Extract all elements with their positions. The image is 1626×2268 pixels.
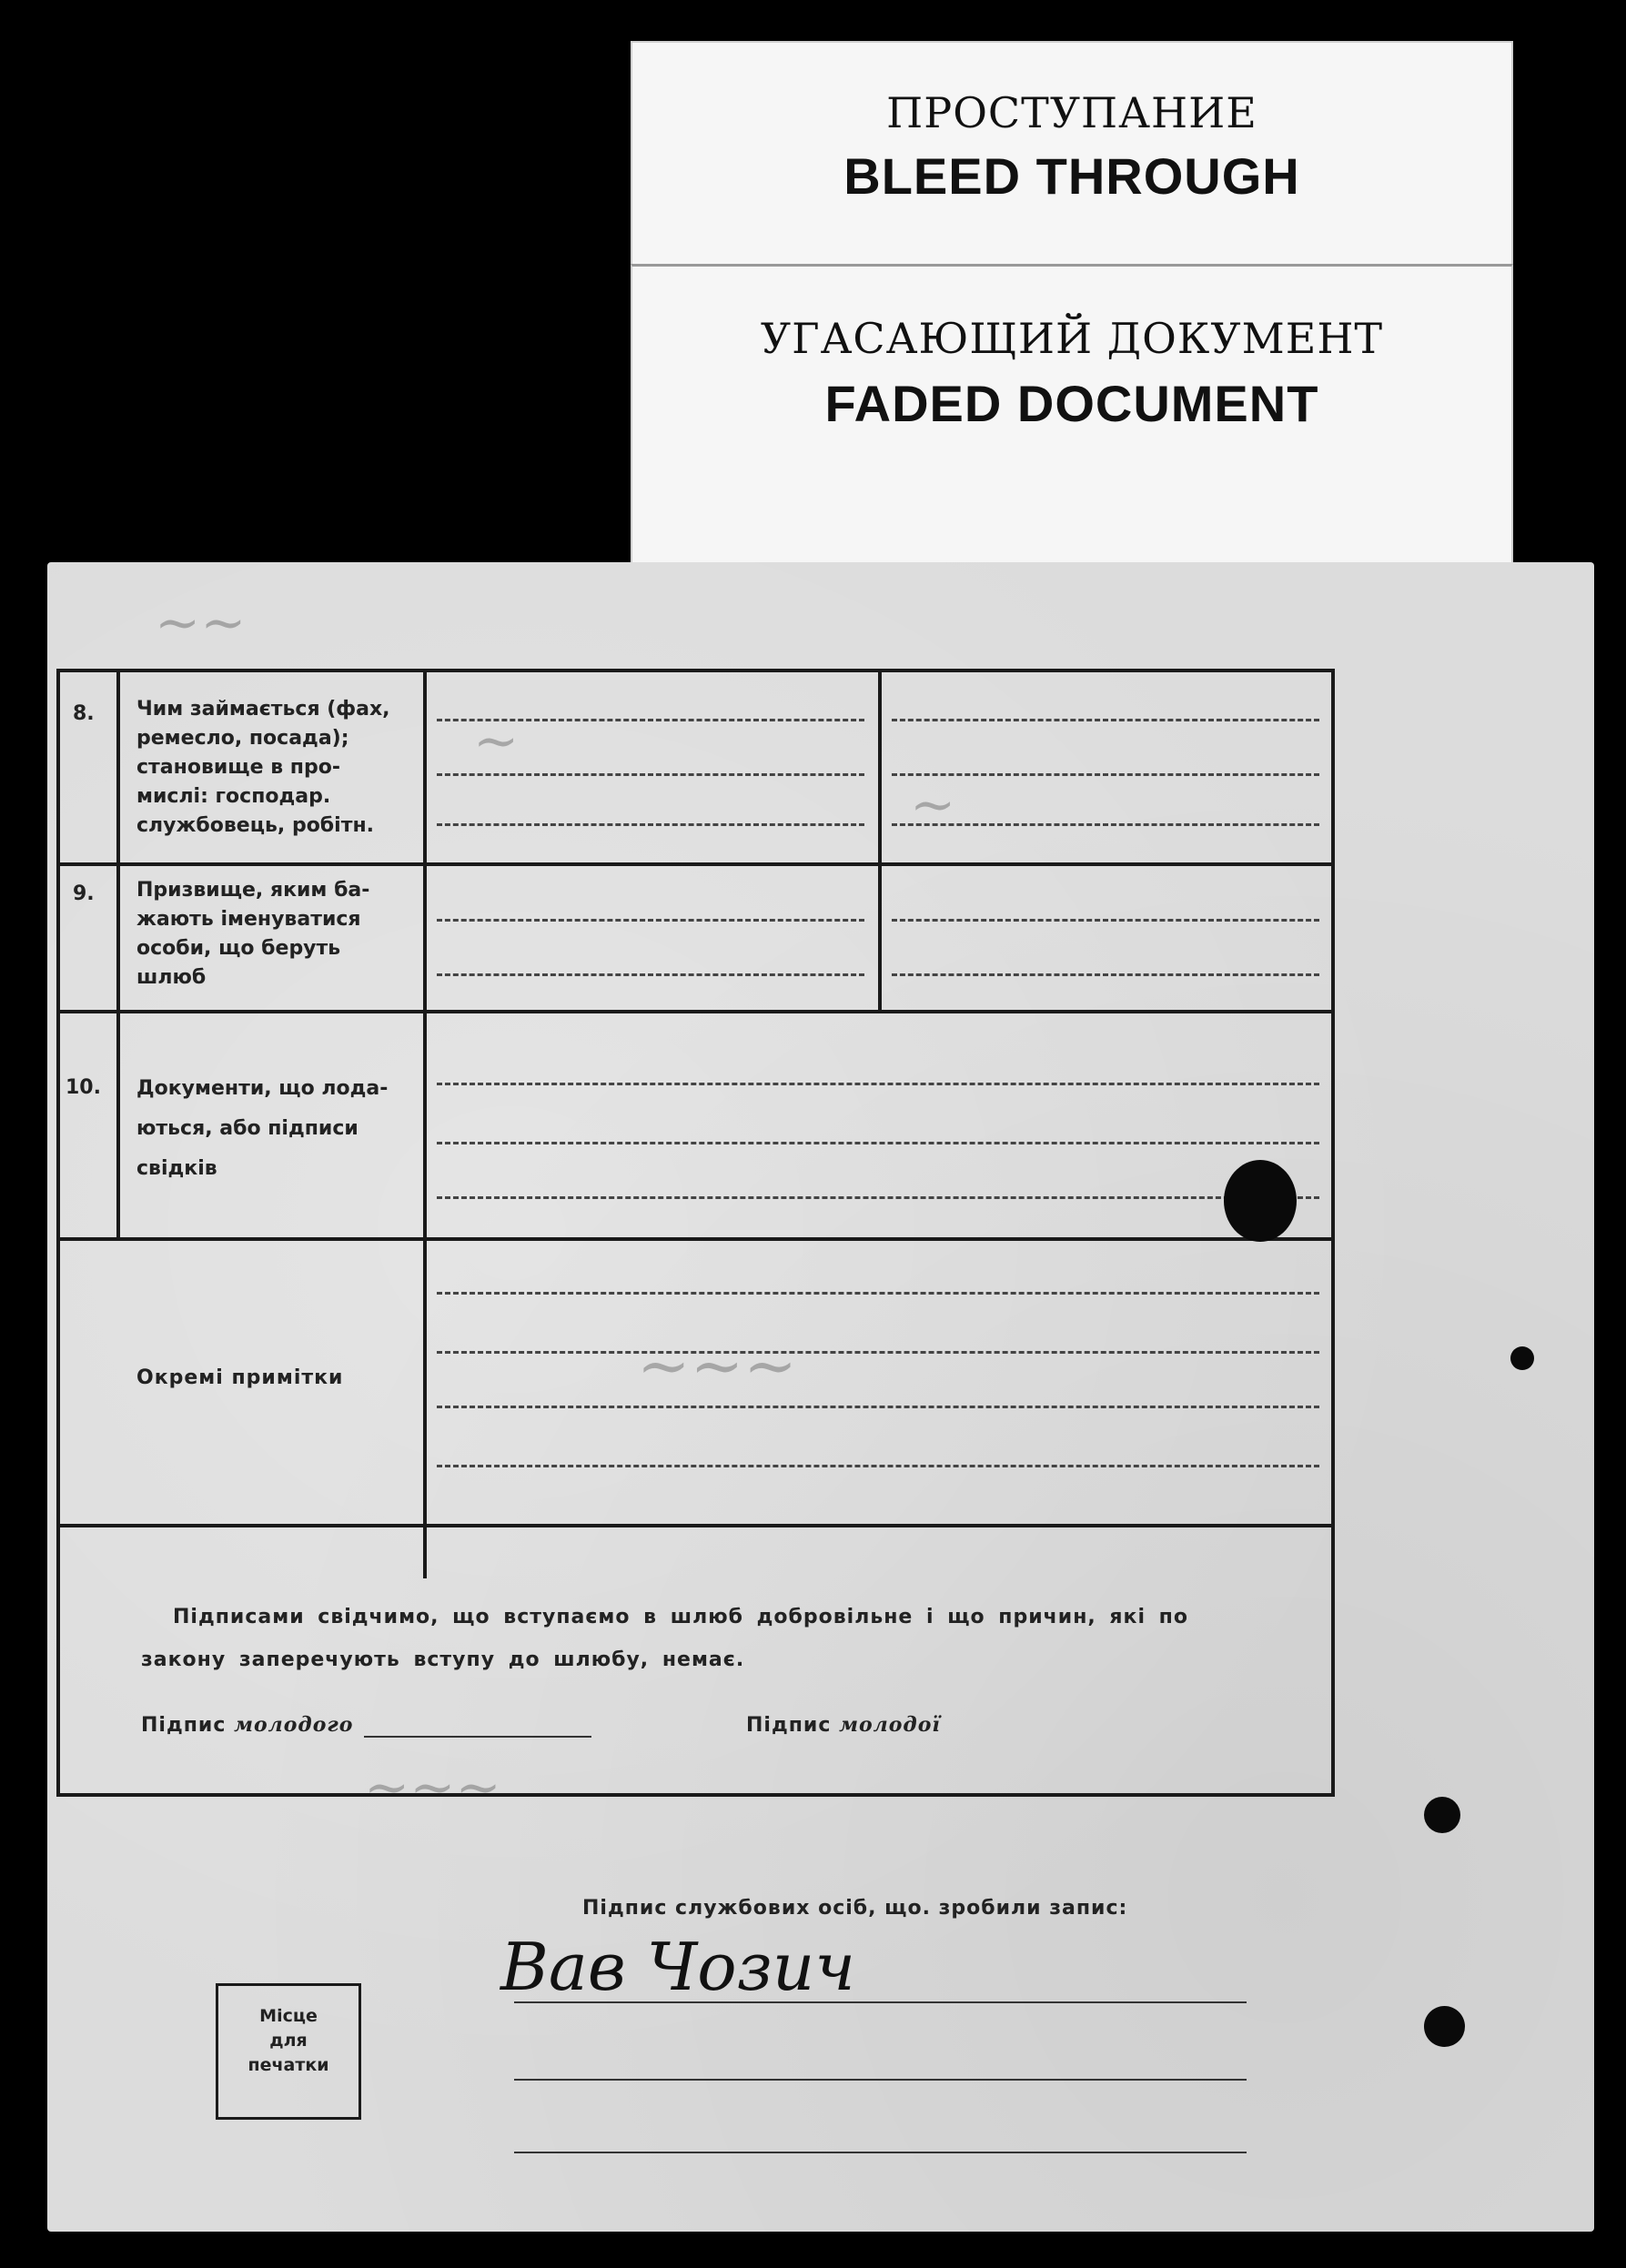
official-signature-line bbox=[514, 2079, 1247, 2081]
faded-document-en: FADED DOCUMENT bbox=[824, 375, 1319, 432]
groom-signature-prefix: Підпис bbox=[141, 1714, 227, 1737]
punch-hole bbox=[1510, 1346, 1534, 1370]
remarks-label: Окремі примітки bbox=[136, 1366, 344, 1389]
groom-signature-line bbox=[364, 1736, 591, 1738]
row-8-label-line: Чим займається (фах, bbox=[136, 698, 390, 721]
entry-line bbox=[892, 919, 1319, 922]
row-9-label-line: Призвище, яким ба- bbox=[136, 879, 370, 902]
bride-signature-italic: молодої bbox=[839, 1713, 941, 1737]
bride-signature-prefix: Підпис bbox=[746, 1714, 832, 1737]
row-9-label bbox=[136, 876, 409, 993]
entry-line bbox=[892, 719, 1319, 721]
entry-line bbox=[437, 773, 864, 776]
official-handwritten-signature: Вав Чозич bbox=[500, 1929, 856, 2005]
bride-signature-label bbox=[746, 1713, 941, 1737]
bleed-through-en: BLEED THROUGH bbox=[843, 147, 1300, 205]
row-9-label-line: особи, що беруть bbox=[136, 937, 341, 960]
groom-signature-label bbox=[141, 1713, 353, 1737]
entry-line bbox=[437, 719, 864, 721]
row-divider bbox=[56, 1237, 1335, 1241]
officials-signature-label: Підпис службових осіб, що. зробили запис: bbox=[582, 1897, 1128, 1920]
entry-line bbox=[437, 1351, 1319, 1354]
entry-line bbox=[437, 1142, 1319, 1144]
entry-line bbox=[437, 1196, 1319, 1199]
official-signature-line bbox=[514, 2152, 1247, 2153]
label-column-divider bbox=[423, 669, 427, 1578]
faded-document-ru: УГАСАЮЩИЙ ДОКУМЕНТ bbox=[760, 314, 1384, 363]
row-10-label-line: ються, або підписи bbox=[136, 1117, 359, 1140]
row-10-label bbox=[136, 1069, 409, 1189]
ink-blot bbox=[1224, 1160, 1297, 1242]
row-divider bbox=[56, 1524, 1335, 1527]
faded-handwriting: ~~~ bbox=[364, 1756, 501, 1819]
row-8-label-line: ремесло, посада); bbox=[136, 727, 349, 750]
entry-line bbox=[892, 823, 1319, 826]
row-10-number: 10. bbox=[66, 1076, 101, 1099]
row-10-label-line: свідків bbox=[136, 1157, 217, 1180]
ink-blot bbox=[1424, 2006, 1465, 2047]
faded-document-banner bbox=[631, 264, 1513, 564]
row-divider bbox=[56, 862, 1335, 866]
faded-handwriting: ~ bbox=[473, 710, 520, 773]
entry-line bbox=[437, 1083, 1319, 1085]
row-8-number: 8. bbox=[73, 702, 95, 725]
groom-signature-italic: молодого bbox=[234, 1713, 354, 1737]
stamp-place-line: Місце bbox=[259, 2006, 318, 2026]
declaration-line-2: закону заперечують вступу до шлюбу, немає. bbox=[141, 1648, 745, 1671]
row-8-label-line: службовець, робітн. bbox=[136, 814, 375, 837]
value-column-divider bbox=[878, 669, 882, 1010]
entry-line bbox=[892, 973, 1319, 976]
number-column-divider bbox=[116, 669, 120, 1237]
ink-blot bbox=[1424, 1797, 1460, 1833]
row-9-label-line: жають іменуватися bbox=[136, 908, 361, 931]
bleed-through-ru: ПРОСТУПАНИЕ bbox=[886, 88, 1257, 137]
faded-handwriting: ~ bbox=[910, 773, 956, 837]
row-10-label-line: Документи, що лода- bbox=[136, 1077, 389, 1100]
row-8-label bbox=[136, 695, 409, 841]
entry-line bbox=[437, 1406, 1319, 1408]
stamp-place-line: печатки bbox=[247, 2055, 329, 2075]
faded-handwriting: ~~ bbox=[155, 591, 247, 655]
declaration-line-1: Підписами свідчимо, що вступаємо в шлюб добровільне і що причин, які по bbox=[173, 1606, 1188, 1628]
entry-line bbox=[437, 1465, 1319, 1467]
row-8-label-line: мислі: господар. bbox=[136, 785, 331, 808]
row-9-label-line: шлюб bbox=[136, 966, 207, 989]
entry-line bbox=[437, 1292, 1319, 1295]
row-8-label-line: становище в про- bbox=[136, 756, 340, 779]
row-9-number: 9. bbox=[73, 882, 95, 905]
stamp-place-box bbox=[216, 1983, 361, 2120]
entry-line bbox=[437, 919, 864, 922]
entry-line bbox=[892, 773, 1319, 776]
row-divider bbox=[56, 1010, 1335, 1013]
faded-handwriting: ~~~ bbox=[637, 1328, 797, 1403]
entry-line bbox=[437, 973, 864, 976]
bleed-through-banner bbox=[631, 41, 1513, 268]
entry-line bbox=[437, 823, 864, 826]
stamp-place-line: для bbox=[269, 2031, 308, 2051]
